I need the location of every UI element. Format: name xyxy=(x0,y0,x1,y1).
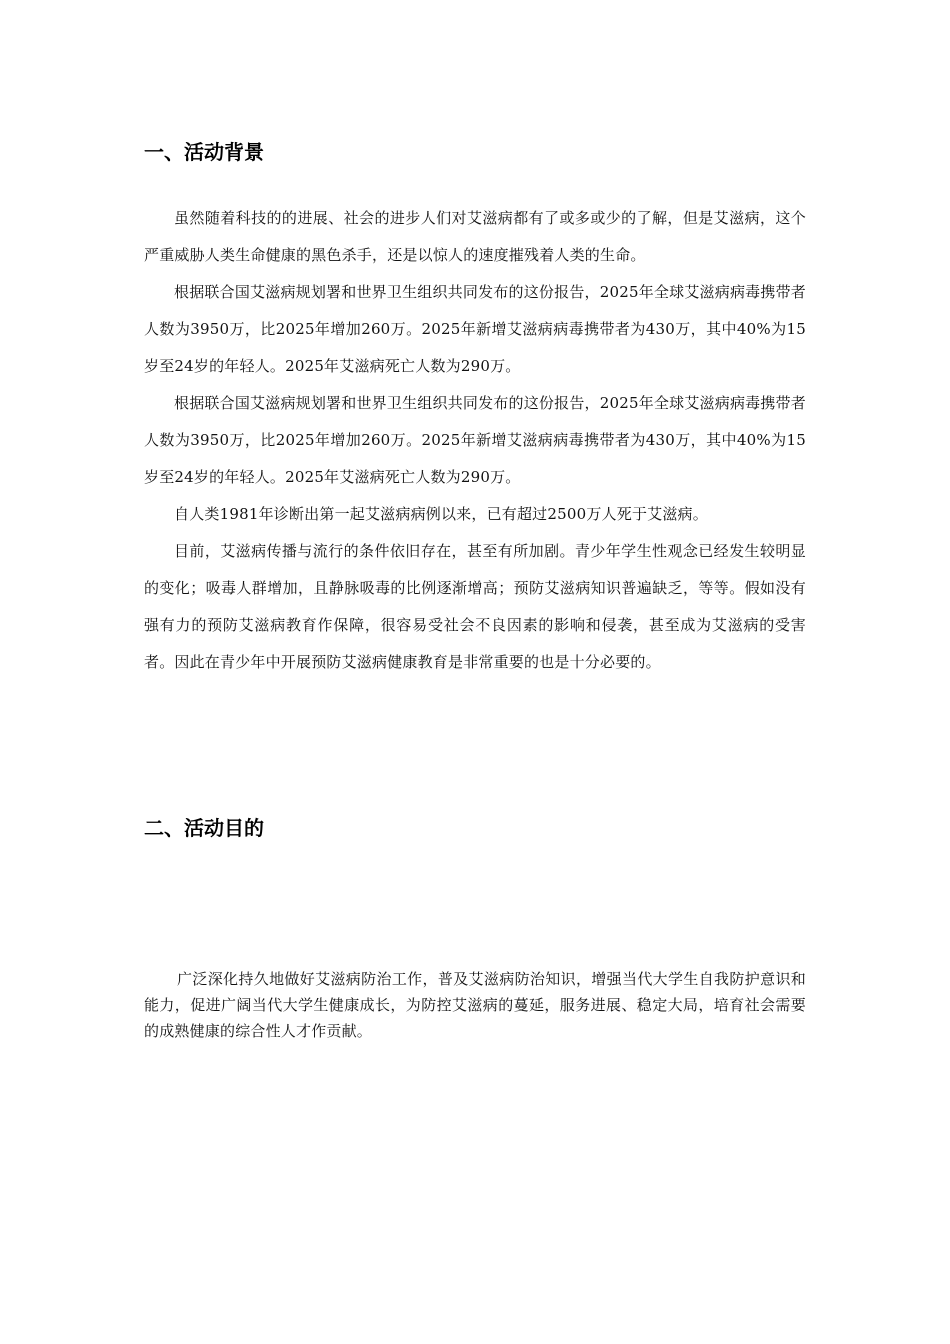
paragraph: 虽然随着科技的的进展、社会的进步人们对艾滋病都有了或多或少的了解，但是艾滋病，这个严重威胁人类生命健康的黑色杀手，还是以惊人的速度摧残着人类的生命。 xyxy=(144,209,806,264)
paragraph: 广泛深化持久地做好艾滋病防治工作，普及艾滋病防治知识，增强当代大学生自我防护意识和能力，促进广阔当代大学生健康成长，为防控艾滋病的蔓延，服务进展、稳定大局，培育社会需要的成熟健康的综合性人才作贡献。 xyxy=(144,970,806,1040)
section-purpose-body xyxy=(144,966,806,1044)
paragraph: 根据联合国艾滋病规划署和世界卫生组织共同发布的这份报告，2025年全球艾滋病病毒携带者人数为3950万，比2025年增加260万。2025年新增艾滋病病毒携带者为430万，其中40%为15岁至24岁的年轻人。2025年艾滋病死亡人数为290万。 xyxy=(144,283,806,375)
section-background-body xyxy=(144,200,806,681)
section-heading-purpose: 二、活动目的 xyxy=(144,816,264,840)
paragraph: 目前，艾滋病传播与流行的条件依旧存在，甚至有所加剧。青少年学生性观念已经发生较明显的变化；吸毒人群增加，且静脉吸毒的比例逐渐增高；预防艾滋病知识普遍缺乏，等等。假如没有强有力的预防艾滋病教育作保障，很容易受社会不良因素的影响和侵袭，甚至成为艾滋病的受害者。因此在青少年中开展预防艾滋病健康教育是非常重要的也是十分必要的。 xyxy=(144,542,806,671)
section-heading-background: 一、活动背景 xyxy=(144,140,264,164)
paragraph: 自人类1981年诊断出第一起艾滋病病例以来，已有超过2500万人死于艾滋病。 xyxy=(174,505,708,523)
paragraph: 根据联合国艾滋病规划署和世界卫生组织共同发布的这份报告，2025年全球艾滋病病毒携带者人数为3950万，比2025年增加260万。2025年新增艾滋病病毒携带者为430万，其中40%为15岁至24岁的年轻人。2025年艾滋病死亡人数为290万。 xyxy=(144,394,806,486)
